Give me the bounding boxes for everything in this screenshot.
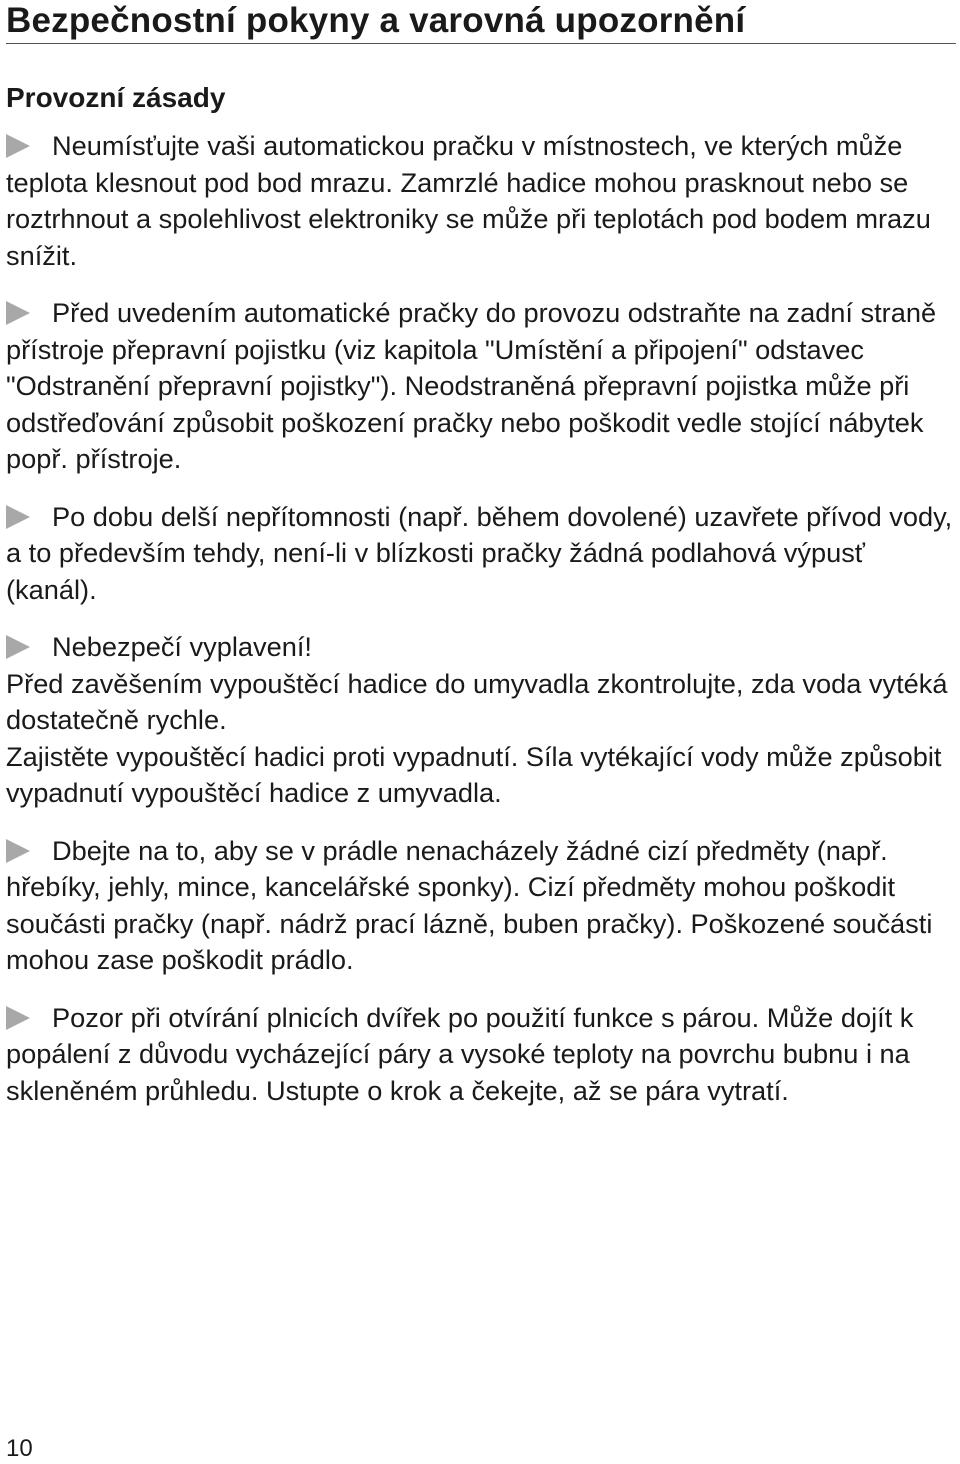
bullet-arrow-icon	[6, 301, 30, 325]
instruction-item	[6, 295, 958, 478]
instruction-item	[6, 833, 958, 979]
warning-heading: Nebezpečí vyplavení!	[52, 631, 312, 662]
instruction-item	[6, 499, 958, 609]
instruction-item	[6, 128, 958, 274]
bullet-arrow-icon	[6, 134, 30, 158]
bullet-arrow-icon	[6, 1006, 30, 1030]
section-heading: Provozní zásady	[6, 82, 226, 113]
instruction-text: Před zavěšením vypouštěcí hadice do umyvadla zkontrolujte, zda voda vytéká dostatečně rychle.	[6, 667, 948, 735]
instruction-item	[6, 629, 958, 812]
instruction-text: Před uvedením automatické pračky do provozu odstraňte na zadní straně přístroje přepravní pojistku (viz kapitola "Umístění a připojení" odstavec "Odstranění přepravní pojistky"). Neodstraněná přepravní pojistka může při odstřeďování způsobit poškození pračky nebo poškodit vedle stojící nábytek popř. přístroje.	[6, 297, 937, 474]
instruction-text: Neumísťujte vaši automatickou pračku v místnostech, ve kterých může teplota klesnout pod bod mrazu. Zamrzlé hadice mohou prasknout nebo se roztrhnout a spolehlivost elektroniky se může při teplotách pod bodem mrazu snížit.	[6, 130, 931, 271]
instruction-list	[6, 128, 958, 1130]
page-title: Bezpečnostní pokyny a varovná upozornění	[6, 0, 956, 44]
bullet-arrow-icon	[6, 505, 30, 529]
bullet-arrow-icon	[6, 839, 30, 863]
bullet-arrow-icon	[6, 635, 30, 659]
instruction-text: Zajistěte vypouštěcí hadici proti vypadnutí. Síla vytékající vody může způsobit vypadnutí vypouštěcí hadice z umyvadla.	[6, 740, 942, 808]
page-number: 10	[6, 1435, 33, 1462]
instruction-item	[6, 1000, 958, 1110]
instruction-text: Pozor při otvírání plnicích dvířek po použití funkce s párou. Může dojít k popálení z důvodu vycházející páry a vysoké teploty na povrchu bubnu i na skleněném průhledu. Ustupte o krok a čekejte, až se pára vytratí.	[6, 1001, 914, 1106]
instruction-text: Dbejte na to, aby se v prádle nenacházely žádné cizí předměty (např. hřebíky, jehly, mince, kancelářské sponky). Cizí předměty mohou poškodit součásti pračky (např. nádrž prací lázně, buben pračky). Poškozené součásti mohou zase poškodit prádlo.	[6, 834, 933, 975]
instruction-text: Po dobu delší nepřítomnosti (např. během dovolené) uzavřete přívod vody, a to především tehdy, není-li v blízkosti pračky žádná podlahová výpusť (kanál).	[6, 500, 953, 605]
